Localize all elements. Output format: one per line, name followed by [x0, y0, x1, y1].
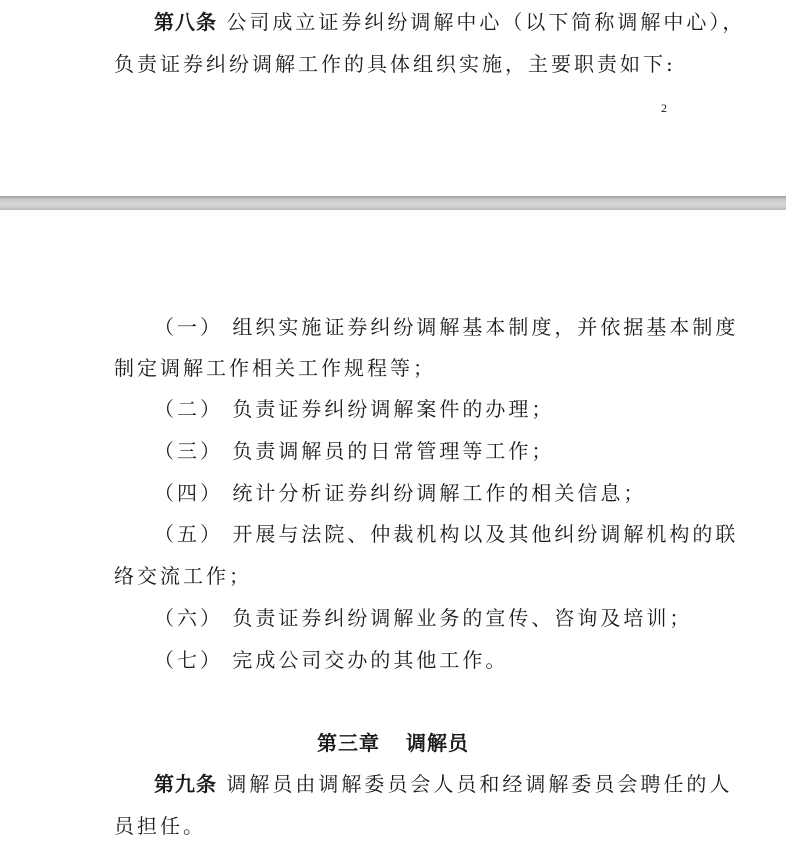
list-item-1-line2: 制定调解工作相关工作规程等；: [114, 356, 436, 380]
article-9-continuation: 员担任。: [114, 814, 206, 838]
article-9-text: 调解员由调解委员会人员和经调解委员会聘任的人: [226, 772, 733, 796]
page-separator: [0, 196, 786, 210]
chapter-heading: [0, 731, 786, 755]
page-number: 2: [661, 101, 667, 115]
list-item-6: （六） 负责证券纠纷调解业务的宣传、咨询及培训；: [154, 606, 693, 630]
chapter-title: 调解员: [406, 731, 469, 755]
chapter-number: 第三章: [317, 731, 380, 755]
list-item-4: （四） 统计分析证券纠纷调解工作的相关信息；: [154, 481, 647, 505]
article-8-first-line: [154, 10, 745, 34]
article-8-text: 公司成立证券纠纷调解中心（以下简称调解中心），: [226, 10, 746, 34]
list-item-3: （三） 负责调解员的日常管理等工作；: [154, 439, 555, 463]
article-9-first-line: [154, 772, 732, 796]
list-item-5-line2: 络交流工作；: [114, 564, 252, 588]
list-item-7: （七） 完成公司交办的其他工作。: [154, 648, 509, 672]
article-9-label: 第九条: [154, 772, 217, 796]
list-item-5-line1: （五） 开展与法院、仲裁机构以及其他纠纷调解机构的联: [154, 522, 739, 546]
article-8-label: 第八条: [154, 10, 217, 34]
list-item-1-line1: （一） 组织实施证券纠纷调解基本制度，并依据基本制度: [154, 315, 739, 339]
article-8-continuation: 负责证券纠纷调解工作的具体组织实施，主要职责如下:: [114, 52, 676, 76]
list-item-2: （二） 负责证券纠纷调解案件的办理；: [154, 397, 555, 421]
